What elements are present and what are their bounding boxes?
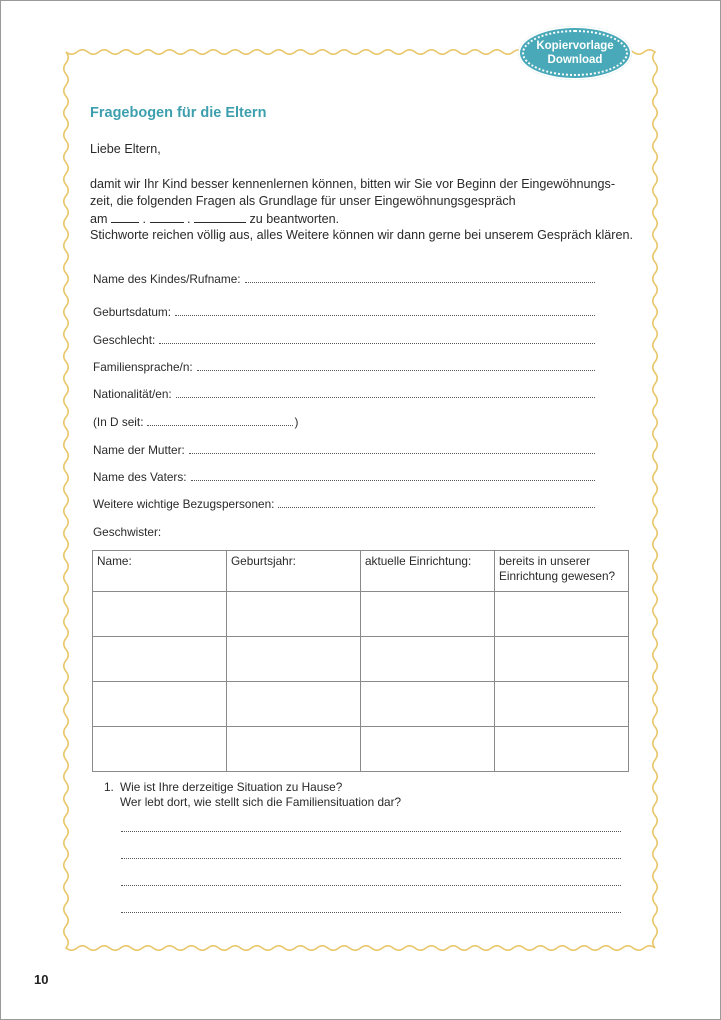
answer-line[interactable]	[121, 912, 621, 913]
field-label: Nationalität/en:	[93, 387, 172, 401]
table-cell[interactable]	[361, 637, 495, 682]
table-cell[interactable]	[495, 682, 629, 727]
in-d-seit-close: )	[294, 415, 299, 429]
year-blank[interactable]	[194, 210, 246, 223]
field-label: Weitere wichtige Bezugspersonen:	[93, 497, 275, 511]
field-label: Geschlecht:	[93, 333, 156, 347]
badge-line-1: Kopiervorlage	[536, 40, 614, 52]
field-label: Name des Vaters:	[93, 470, 187, 484]
table-cell[interactable]	[93, 727, 227, 772]
intro-line-3: am . . zu beantworten.	[90, 212, 340, 226]
birthdate-field[interactable]	[93, 303, 595, 319]
month-blank[interactable]	[150, 210, 184, 223]
answer-line[interactable]	[121, 831, 621, 832]
intro-line-4: Stichworte reichen völlig aus, alles Weitere können wir dann gerne bei unserem Gespräch klären.	[90, 228, 633, 242]
header-name: Name:	[93, 551, 227, 592]
table-cell[interactable]	[93, 592, 227, 637]
day-blank[interactable]	[111, 210, 139, 223]
intro-zu-beantworten: zu beantworten.	[249, 212, 340, 226]
table-cell[interactable]	[227, 592, 361, 637]
table-cell[interactable]	[227, 637, 361, 682]
dotted-line	[189, 453, 595, 454]
dotted-line	[191, 480, 595, 481]
field-label: Familiensprache/n:	[93, 360, 193, 374]
siblings-label: Geschwister:	[93, 525, 162, 539]
father-name-field[interactable]	[93, 468, 595, 484]
table-cell[interactable]	[495, 592, 629, 637]
greeting: Liebe Eltern,	[90, 142, 161, 156]
field-label: Name des Kindes/Rufname:	[93, 272, 241, 286]
table-cell[interactable]	[93, 637, 227, 682]
field-label: Name der Mutter:	[93, 443, 185, 457]
child-name-field[interactable]	[93, 270, 595, 286]
page-number: 10	[34, 972, 49, 987]
table-cell[interactable]	[361, 682, 495, 727]
nationality-field[interactable]	[93, 385, 595, 401]
field-label: Geburtsdatum:	[93, 305, 172, 319]
in-d-seit-label: (In D seit:	[93, 415, 144, 429]
answer-line[interactable]	[121, 885, 621, 886]
intro-line-2: zeit, die folgenden Fragen als Grundlage für unser Eingewöhnungsgespräch	[90, 194, 516, 208]
badge-dotted-ring	[522, 30, 628, 76]
table-cell[interactable]	[495, 727, 629, 772]
table-row	[93, 727, 629, 772]
table-row	[93, 682, 629, 727]
table-cell[interactable]	[227, 682, 361, 727]
family-language-field[interactable]	[93, 358, 595, 374]
page-title: Fragebogen für die Eltern	[90, 105, 267, 121]
mother-name-field[interactable]	[93, 441, 595, 457]
gender-field[interactable]	[93, 331, 595, 347]
in-d-seit-field[interactable]	[93, 413, 298, 429]
intro-am: am	[90, 212, 108, 226]
dotted-line	[245, 282, 595, 283]
siblings-table	[92, 550, 629, 772]
kopiervorlage-download-badge[interactable]	[518, 26, 632, 80]
dotted-line	[197, 370, 595, 371]
header-birth-year: Geburtsjahr:	[227, 551, 361, 592]
header-current-facility: aktuelle Einrichtung:	[361, 551, 495, 592]
question-number: 1.	[104, 780, 114, 794]
table-row	[93, 592, 629, 637]
table-cell[interactable]	[227, 727, 361, 772]
question-line-1: Wie ist Ihre derzeitige Situation zu Hause?	[120, 780, 343, 794]
table-cell[interactable]	[361, 592, 495, 637]
intro-line-1: damit wir Ihr Kind besser kennenlernen können, bitten wir Sie vor Beginn der Eingewöhnungs-	[90, 177, 616, 191]
answer-line[interactable]	[121, 858, 621, 859]
other-caregivers-field[interactable]	[93, 495, 595, 511]
dotted-line	[147, 425, 293, 426]
dotted-line	[175, 315, 595, 316]
table-header-row	[93, 551, 629, 592]
dotted-line	[159, 343, 595, 344]
dotted-line	[176, 397, 595, 398]
table-row	[93, 637, 629, 682]
header-previously-enrolled: bereits in unserer Einrichtung gewesen?	[495, 551, 629, 592]
table-cell[interactable]	[361, 727, 495, 772]
question-line-2: Wer lebt dort, wie stellt sich die Familiensituation dar?	[120, 795, 402, 809]
dotted-line	[278, 507, 595, 508]
badge-line-2: Download	[547, 54, 603, 66]
table-cell[interactable]	[495, 637, 629, 682]
table-cell[interactable]	[93, 682, 227, 727]
